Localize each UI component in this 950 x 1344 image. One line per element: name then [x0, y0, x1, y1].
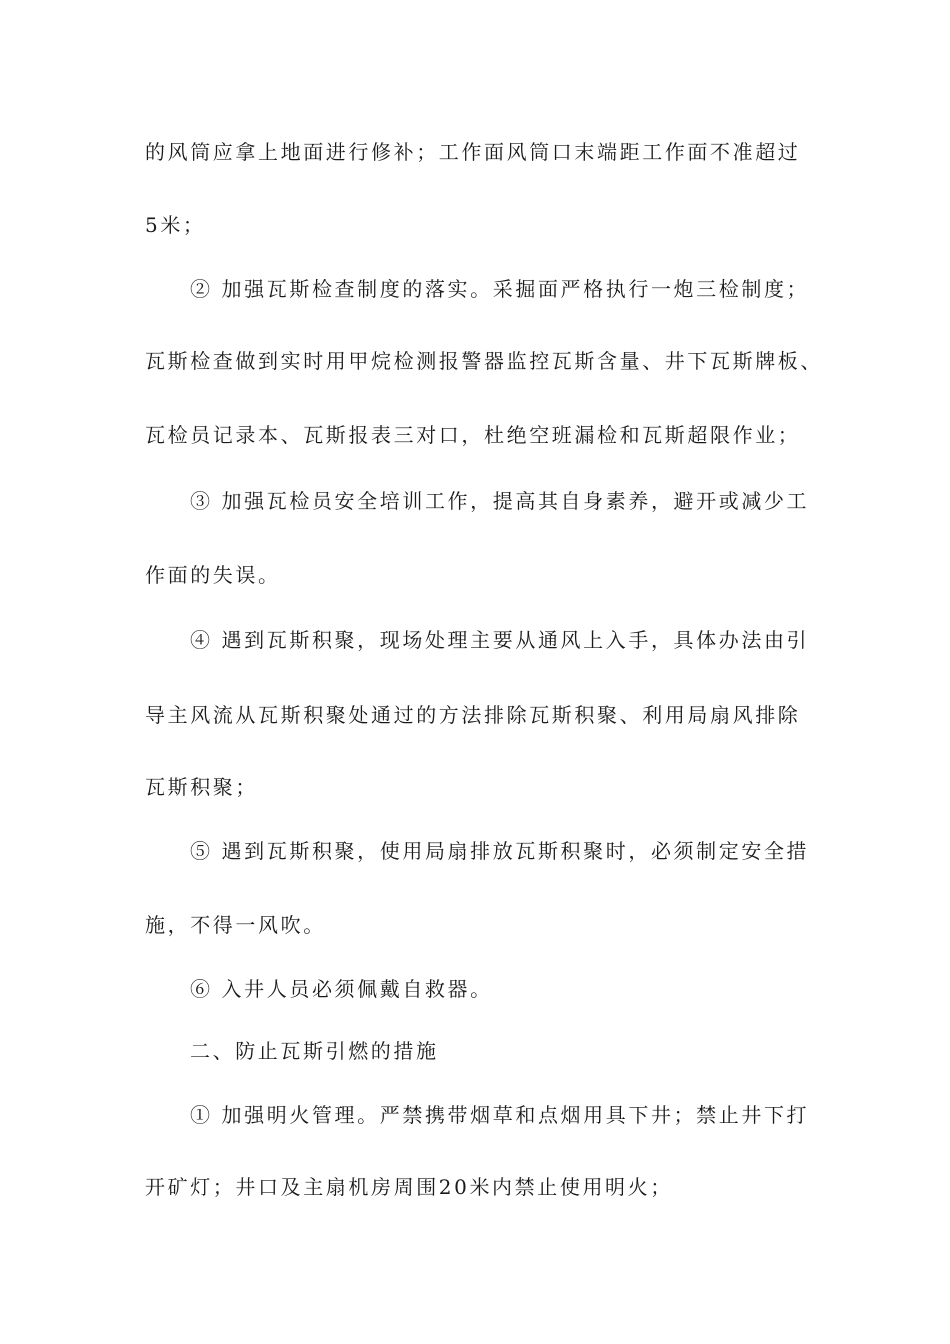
text-line: ⑤ 遇到瓦斯积聚，使用局扇排放瓦斯积聚时，必须制定安全措: [190, 839, 810, 863]
text-line: 导主风流从瓦斯积聚处通过的方法排除瓦斯积聚、利用局扇风排除: [145, 703, 801, 727]
text-line: ⑥ 入井人员必须佩戴自救器。: [190, 977, 493, 1001]
text-line: 作面的失误。: [145, 563, 281, 587]
text-line: 的风筒应拿上地面进行修补；工作面风筒口末端距工作面不准超过: [145, 140, 801, 164]
text-line: 开矿灯；井口及主扇机房周围20米内禁止使用明火；: [145, 1175, 673, 1199]
text-line: 5米；: [145, 213, 206, 237]
text-line: ② 加强瓦斯检查制度的落实。采掘面严格执行一炮三检制度；: [190, 277, 810, 301]
section-heading: 二、防止瓦斯引燃的措施: [190, 1039, 439, 1063]
text-line: ③ 加强瓦检员安全培训工作，提高其自身素养，避开或减少工: [190, 489, 810, 513]
text-line: ④ 遇到瓦斯积聚，现场处理主要从通风上入手，具体办法由引: [190, 628, 810, 652]
text-line: 瓦斯积聚；: [145, 775, 258, 799]
text-line: 施，不得一风吹。: [145, 913, 326, 937]
text-line: ① 加强明火管理。严禁携带烟草和点烟用具下井；禁止井下打: [190, 1103, 810, 1127]
text-line: 瓦斯检查做到实时用甲烷检测报警器监控瓦斯含量、井下瓦斯牌板、: [145, 349, 823, 373]
text-line: 瓦检员记录本、瓦斯报表三对口，杜绝空班漏检和瓦斯超限作业；: [145, 423, 801, 447]
